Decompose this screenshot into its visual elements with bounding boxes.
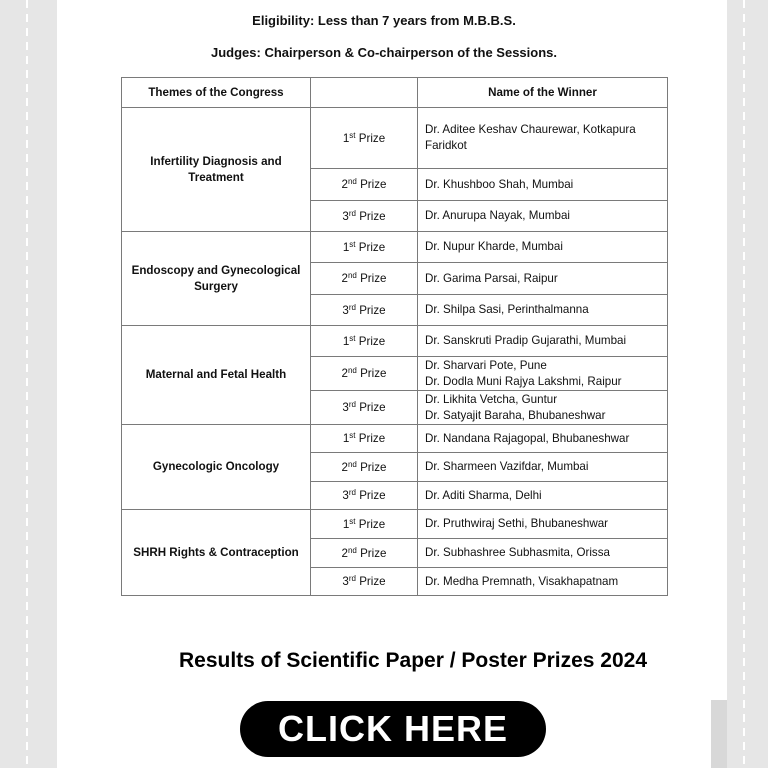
prize-ordinal: 2 [341,272,348,285]
winner-name: Dr. Nupur Kharde, Mumbai [425,240,563,253]
prize-cell [311,510,418,539]
prize-word: Prize [359,489,386,502]
results-title[interactable]: Results of Scientific Paper / Poster Prizes 2024 [178,649,648,672]
prize-ordinal: 1 [342,334,350,348]
theme-line: Gynecologic Oncology [152,460,280,473]
prize-ordinal: 2 [341,546,348,560]
winner-name: Dr. Anurupa Nayak, Mumbai [425,209,570,222]
table-row [122,425,668,453]
prize-suffix: rd [348,400,356,409]
prize-word: Prize [358,131,386,145]
prize-word: Prize [360,272,387,285]
prize-suffix: nd [347,459,357,469]
prize-cell [311,568,418,596]
theme-line: Maternal and Fetal Health [145,368,287,381]
prize-ordinal: 2 [341,367,348,380]
winner-name: Dr. Khushboo Shah, Mumbai [425,177,574,191]
prize-cell [311,108,418,169]
theme-cell [122,425,311,510]
winner-cell [418,326,668,357]
winner-name: Dr. Aditee Keshav Chaurewar, Kotkapura [425,123,636,136]
prize-word: Prize [360,460,387,474]
winner-cell [418,232,668,263]
prize-suffix: st [349,516,356,526]
prize-word: Prize [358,432,386,445]
prize-suffix: rd [348,574,356,583]
table-header-row [122,78,668,108]
prize-word: Prize [358,334,386,348]
winner-name: Dr. Aditi Sharma, Delhi [425,488,542,502]
prize-word: Prize [360,546,387,560]
prize-suffix: rd [348,488,356,497]
prize-cell [311,201,418,232]
prize-ordinal: 3 [342,575,349,588]
prize-cell [311,539,418,568]
theme-line: Infertility Diagnosis and [150,154,282,168]
prize-ordinal: 3 [342,209,349,223]
winner-name: Dr. Sanskruti Pradip Gujarathi, Mumbai [425,334,627,347]
prize-ordinal: 3 [342,303,349,317]
table-row [122,108,668,169]
judges-text: Judges: Chairperson & Co-chairperson of the Sessions. [210,45,557,60]
table-row [122,510,668,539]
winner-name: Dr. Nandana Rajagopal, Bhubaneshwar [425,431,630,445]
winner-cell [418,510,668,539]
header-winner: Name of the Winner [418,78,668,108]
prize-cell [311,391,418,425]
winner-cell [418,453,668,482]
theme-line: Surgery [194,279,238,293]
prize-ordinal: 2 [341,178,348,191]
prize-suffix: st [349,239,356,249]
theme-cell [122,108,311,232]
prize-cell [311,453,418,482]
prize-ordinal: 2 [341,460,348,474]
prize-suffix: st [349,431,356,440]
theme-cell [122,326,311,425]
prize-word: Prize [359,209,386,223]
prize-cell [311,326,418,357]
prize-cell [311,425,418,453]
winner-name: Dr. Dodla Muni Rajya Lakshmi, Raipur [425,374,622,388]
prize-ordinal: 1 [342,432,350,445]
prize-word: Prize [359,303,386,317]
winner-cell [418,108,668,169]
prize-suffix: st [349,333,356,343]
theme-cell [122,510,311,596]
prize-cell [311,357,418,391]
prize-suffix: rd [348,208,356,218]
winner-cell [418,169,668,201]
winner-cell [418,539,668,568]
header-prize [311,78,418,108]
prize-suffix: nd [347,177,357,186]
prize-ordinal: 1 [342,131,350,145]
prize-word: Prize [358,517,386,531]
winner-cell [418,295,668,326]
prize-suffix: nd [347,271,357,280]
prize-cell [311,169,418,201]
prize-word: Prize [359,575,386,588]
prize-suffix: nd [347,366,357,375]
corner-shade [711,700,727,768]
prize-cell [311,482,418,510]
theme-line: SHRH Rights & Contraception [133,545,299,559]
prize-cell [311,263,418,295]
prize-word: Prize [359,401,386,414]
prize-suffix: nd [347,545,357,555]
prize-word: Prize [360,367,387,380]
winner-cell [418,391,668,425]
winner-cell [418,482,668,510]
prize-ordinal: 3 [342,401,349,414]
prize-suffix: rd [348,302,356,312]
prize-cell [311,295,418,326]
winner-name: Dr. Medha Premnath, Visakhapatnam [425,574,619,588]
winner-name: Dr. Pruthwiraj Sethi, Bhubaneshwar [425,517,609,530]
theme-line: Endoscopy and Gynecological [131,263,301,277]
table-row [122,326,668,357]
winner-name: Dr. Garima Parsai, Raipur [425,271,558,285]
winner-name: Dr. Subhashree Subhasmita, Orissa [425,546,610,559]
eligibility-text: Eligibility: Less than 7 years from M.B.B.S. [252,13,516,28]
winner-cell [418,201,668,232]
prize-cell [311,232,418,263]
winner-name: Dr. Sharvari Pote, Pune [425,358,547,372]
theme-line: Treatment [188,170,244,184]
table-row [122,232,668,263]
winner-cell [418,425,668,453]
winner-cell [418,263,668,295]
prize-suffix: st [349,130,356,140]
winner-name: Dr. Sharmeen Vazifdar, Mumbai [425,460,589,473]
click-here-button[interactable]: CLICK HERE [240,701,546,757]
prize-ordinal: 1 [342,517,350,531]
prize-word: Prize [360,178,387,191]
winner-name: Faridkot [425,139,467,152]
winner-cell [418,568,668,596]
winner-name: Dr. Shilpa Sasi, Perinthalmanna [425,303,589,316]
prize-word: Prize [358,240,386,254]
theme-cell [122,232,311,326]
winner-name: Dr. Likhita Vetcha, Guntur [425,392,558,406]
winner-cell [418,357,668,391]
winners-table [121,77,668,596]
header-themes: Themes of the Congress [122,78,311,108]
prize-ordinal: 1 [342,240,350,254]
prize-ordinal: 3 [342,489,349,502]
winner-name: Dr. Satyajit Baraha, Bhubaneshwar [425,408,606,422]
